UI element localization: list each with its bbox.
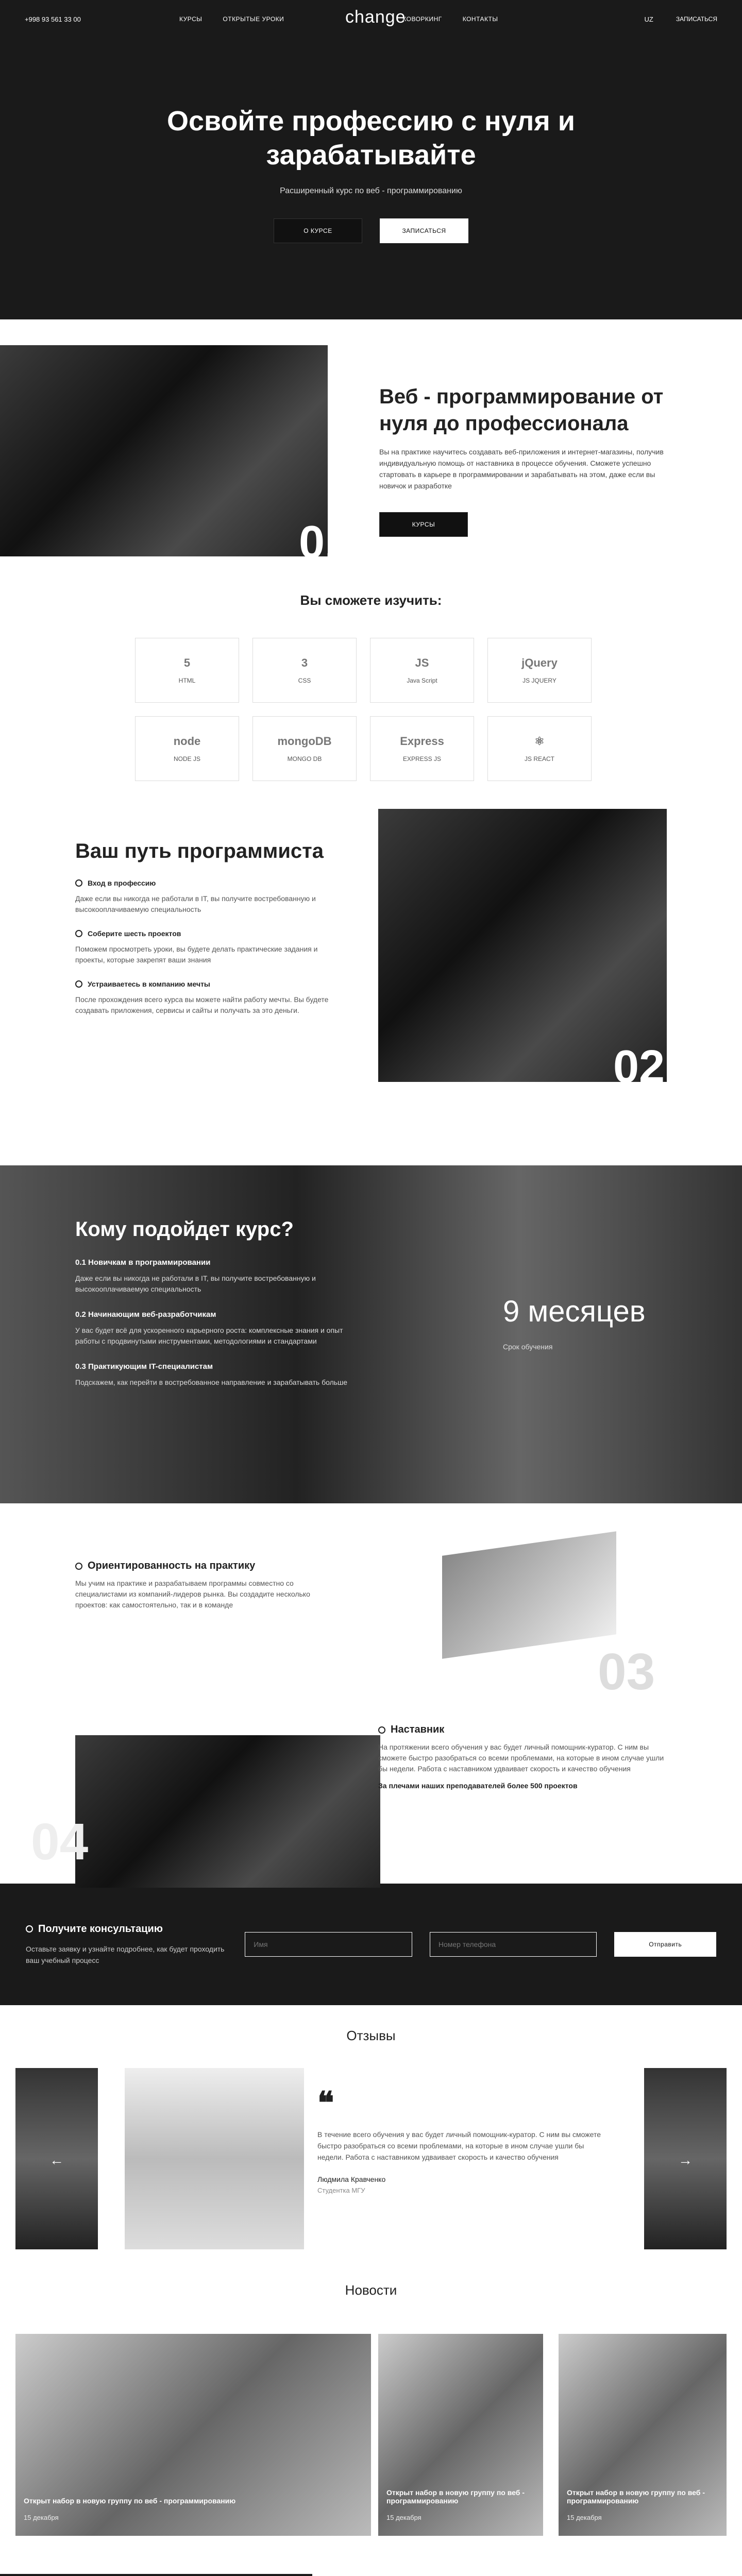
hero-title: Освойте профессию с нуля и зарабатывайте <box>167 106 575 171</box>
course-intro-section <box>0 319 742 566</box>
reviews-title: Отзывы <box>346 2028 396 2043</box>
review-text: В течение всего обучения у вас будет личный помощник-куратор. С ним вы сможете быстро разобраться со всеми проблемами, на которые в ином случае ушли бы недели. Работа с наставником удваивает скорость и качество обучения <box>317 2130 601 2161</box>
skill-card <box>487 638 592 703</box>
tech-logo-icon: ⚛ <box>534 735 545 748</box>
courses-button[interactable]: КУРСЫ <box>379 512 468 537</box>
bullet-icon <box>75 1563 82 1570</box>
section-number: 01 <box>299 517 351 568</box>
course-title: Веб - программирование от нуля до профессионала <box>379 385 664 435</box>
skill-card <box>252 638 357 703</box>
skill-label: Java Script <box>407 677 437 684</box>
arrow-right-icon[interactable]: → <box>678 2152 693 2168</box>
bullet-icon <box>75 930 82 937</box>
tech-logo-icon: node <box>173 735 201 748</box>
tech-logo-icon: 3 <box>301 656 308 669</box>
skill-label: JS JQUERY <box>522 677 556 684</box>
skills-section <box>0 566 742 786</box>
nav-contacts[interactable]: КОНТАКТЫ <box>462 15 498 23</box>
step-text: Поможем просмотреть уроки, вы будете делать практические задания и проекты, которые закрепят ваши знания <box>75 945 318 964</box>
mentor-text: На протяжении всего обучения у вас будет личный помощник-куратор. С ним вы сможете быстро разобраться со всеми проблемами, на которые в ином случае ушли бы недели. Работа с наставником удваивает скорость и качество обучения <box>378 1743 664 1773</box>
mentor-title: Наставник <box>391 1724 445 1735</box>
reviews-section <box>0 2005 742 2263</box>
bullet-icon <box>75 980 82 988</box>
skill-card <box>370 716 474 781</box>
news-title: Новости <box>345 2282 397 2298</box>
main-nav <box>179 15 645 23</box>
skill-label: NODE JS <box>173 755 200 762</box>
practice-title: Ориентированность на практику <box>88 1560 256 1571</box>
audience-item <box>75 1362 364 1388</box>
consult-submit-button[interactable]: Отправить <box>614 1932 716 1957</box>
path-step <box>75 879 343 915</box>
phone-input[interactable] <box>430 1932 597 1957</box>
news-card-title: Открыт набор в новую группу по веб - программированию <box>386 2488 525 2505</box>
news-card[interactable] <box>378 2334 543 2536</box>
reviewer-role: Студентка МГУ <box>317 2187 365 2194</box>
skill-card <box>370 638 474 703</box>
audience-item <box>75 1310 364 1347</box>
bullet-icon <box>26 1925 33 1933</box>
path-section <box>0 786 742 1165</box>
consult-title: Получите консультацию <box>38 1923 163 1935</box>
course-text: Вы на практике научитесь создавать веб-приложения и интернет-магазины, получив индивидуальную помощь от наставника в процессе обучения. Сможете успешно стартовать в карьере в программировании и зарабатывать на этом, даже если вы новичок и разработке <box>379 448 664 490</box>
reviewer-photo <box>125 2068 304 2249</box>
tech-logo-icon: 5 <box>183 656 191 669</box>
skill-label: HTML <box>178 677 196 684</box>
hero-apply-button[interactable]: ЗАПИСАТЬСЯ <box>380 218 468 243</box>
skill-label: MONGO DB <box>287 755 322 762</box>
audience-item-text: Подскажем, как перейти в востребованное направление и зарабатывать больше <box>75 1378 348 1386</box>
hero-subtitle: Расширенный курс по веб - программированию <box>280 187 462 195</box>
news-section <box>0 2263 742 2574</box>
name-input[interactable] <box>245 1932 412 1957</box>
skill-card <box>252 716 357 781</box>
step-title: Соберите шесть проектов <box>88 929 181 938</box>
skill-card <box>135 716 239 781</box>
audience-title: Кому подойдет курс? <box>75 1218 294 1241</box>
projects-image <box>442 1531 616 1659</box>
audience-item-text: Даже если вы никогда не работали в IT, вы получите востребованную и высокооплачиваемую специальность <box>75 1274 316 1293</box>
news-card-date: 15 декабря <box>24 2514 59 2521</box>
skill-label: CSS <box>298 677 311 684</box>
nav-open-lessons[interactable]: ОТКРЫТЫЕ УРОКИ <box>223 15 284 23</box>
step-title: Устраиваетесь в компанию мечты <box>88 980 210 988</box>
section-number: 04 <box>31 1813 89 1871</box>
news-card-title: Открыт набор в новую группу по веб - программированию <box>567 2488 705 2505</box>
consultation-section <box>0 1884 742 2005</box>
audience-item-title: 0.3 Практикующим IT-специалистам <box>75 1362 213 1371</box>
mentor-stat: За плечами наших преподавателей более 500 проектов <box>378 1782 578 1790</box>
nav-coworking[interactable]: КОВОРКИНГ <box>402 15 442 23</box>
tech-logo-icon: jQuery <box>521 656 558 669</box>
course-photo <box>0 345 328 556</box>
audience-item <box>75 1258 364 1295</box>
consult-text: Оставьте заявку и узнайте подробнее, как будет проходить ваш учебный процесс <box>26 1944 225 1964</box>
news-card-date: 15 декабря <box>567 2514 602 2521</box>
step-text: После прохождения всего курса вы можете найти работу мечты. Вы будете создавать приложения, сервисы и сайты и получать за это деньги. <box>75 995 329 1014</box>
hero-section <box>0 0 742 319</box>
about-course-button[interactable]: О КУРСЕ <box>274 218 362 243</box>
section-number: 03 <box>598 1643 655 1701</box>
bullet-icon <box>75 879 82 887</box>
bullet-icon <box>378 1726 385 1734</box>
path-title: Ваш путь программиста <box>75 840 324 862</box>
lang-switch[interactable]: UZ <box>644 15 653 23</box>
skill-label: JS REACT <box>524 755 554 762</box>
logo[interactable]: change <box>345 7 406 27</box>
practice-section <box>0 1503 742 1884</box>
practice-text: Мы учим на практике и разрабатываем программы совместно со специалистами из компаний-лидеров рынка. Вы создадите несколько проектов: как самостоятельно, так и в команде <box>75 1579 310 1609</box>
skill-card <box>487 716 592 781</box>
skills-title: Вы сможете изучить: <box>300 592 442 608</box>
tech-logo-icon: JS <box>415 656 429 669</box>
audience-item-title: 0.2 Начинающим веб-разработчикам <box>75 1310 216 1319</box>
nav-courses[interactable]: КУРСЫ <box>179 15 203 23</box>
audience-item-title: 0.1 Новичкам в программировании <box>75 1258 211 1267</box>
apply-link[interactable]: ЗАПИСАТЬСЯ <box>676 15 717 23</box>
news-card-date: 15 декабря <box>386 2514 421 2521</box>
news-card-title: Открыт набор в новую группу по веб - программированию <box>24 2497 236 2505</box>
duration-value: 9 месяцев <box>503 1295 646 1328</box>
news-card[interactable] <box>559 2334 727 2536</box>
section-number: 02 <box>613 1041 665 1093</box>
apply-section <box>0 2574 742 2576</box>
arrow-left-icon[interactable]: ← <box>49 2152 64 2168</box>
top-bar <box>0 0 742 38</box>
duration-label: Срок обучения <box>503 1343 553 1351</box>
audience-item-text: У вас будет всё для ускоренного карьерного роста: комплексные знания и опыт работы с продвинутыми инструментами, методологиями и стандартами <box>75 1326 343 1345</box>
tech-logo-icon: Express <box>400 735 444 748</box>
reviewer-name: Людмила Кравченко <box>317 2175 386 2183</box>
path-step <box>75 929 343 965</box>
skill-label: EXPRESS JS <box>402 755 442 762</box>
quote-icon: ❝ <box>317 2086 334 2120</box>
news-card[interactable] <box>15 2334 371 2536</box>
phone-link[interactable]: +998 93 561 33 00 <box>25 15 81 23</box>
audience-section <box>0 1165 742 1503</box>
skill-card <box>135 638 239 703</box>
step-title: Вход в профессию <box>88 879 156 887</box>
classroom-photo <box>75 1735 380 1888</box>
path-step <box>75 980 343 1016</box>
step-text: Даже если вы никогда не работали в IT, вы получите востребованную и высокооплачиваемую специальность <box>75 894 316 913</box>
tech-logo-icon: mongoDB <box>277 735 332 748</box>
